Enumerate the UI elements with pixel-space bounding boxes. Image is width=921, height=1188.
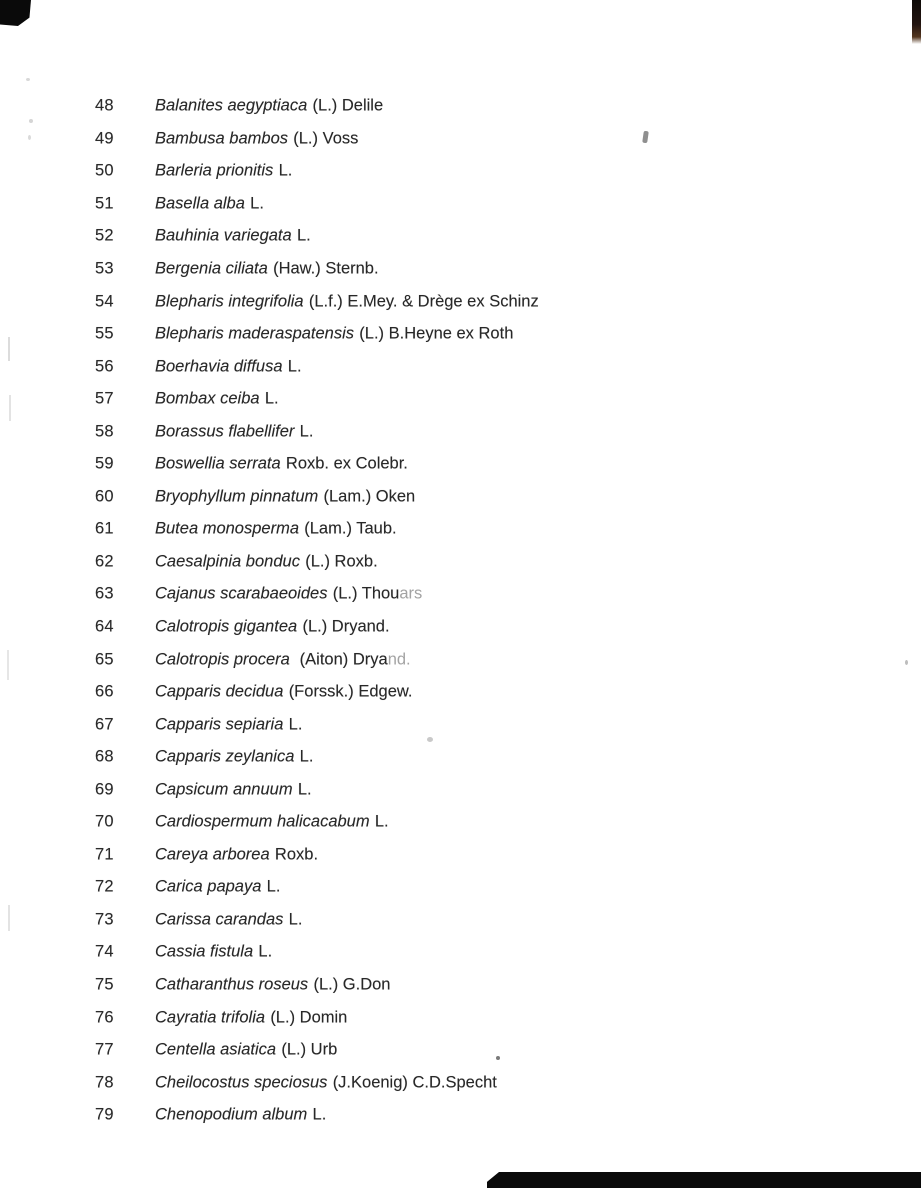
author-citation: L. bbox=[297, 780, 312, 799]
serial-number: 53 bbox=[95, 259, 114, 278]
author-citation: (L.) Urb bbox=[281, 1040, 338, 1059]
species-binomial: Bombax ceiba bbox=[155, 389, 260, 408]
author-citation: (L.) Roxb. bbox=[305, 552, 378, 571]
serial-number: 50 bbox=[95, 161, 114, 180]
species-binomial: Borassus flabellifer bbox=[155, 422, 295, 441]
species-entry bbox=[155, 910, 302, 929]
species-list-item bbox=[0, 481, 921, 514]
species-binomial: Bauhinia variegata bbox=[155, 226, 292, 245]
species-entry bbox=[155, 715, 302, 734]
author-citation: (Forssk.) Edgew. bbox=[288, 682, 413, 701]
author-citation: L. bbox=[266, 877, 281, 896]
scan-artifact-top-left bbox=[0, 0, 31, 26]
species-list-item bbox=[0, 773, 921, 806]
author-citation: (L.) Domin bbox=[270, 1008, 348, 1027]
species-binomial: Cheilocostus speciosus bbox=[155, 1073, 328, 1092]
serial-number: 69 bbox=[95, 780, 114, 799]
species-entry bbox=[155, 390, 279, 409]
serial-number: 48 bbox=[95, 96, 114, 115]
species-entry bbox=[155, 194, 264, 213]
scan-artifact-top-right bbox=[912, 0, 921, 44]
species-list-item bbox=[0, 969, 921, 1002]
serial-number: 59 bbox=[95, 454, 114, 473]
species-binomial: Chenopodium album bbox=[155, 1105, 308, 1124]
species-list-item bbox=[0, 90, 921, 123]
species-binomial: Balanites aegyptiaca bbox=[155, 96, 308, 115]
serial-number: 54 bbox=[95, 292, 114, 311]
species-list-item bbox=[0, 904, 921, 937]
author-citation: L. bbox=[258, 942, 273, 961]
species-entry bbox=[155, 650, 411, 669]
species-entry bbox=[155, 520, 397, 539]
species-binomial: Catharanthus roseus bbox=[155, 975, 309, 994]
author-citation: L. bbox=[299, 422, 314, 441]
serial-number: 71 bbox=[95, 845, 114, 864]
serial-number: 60 bbox=[95, 487, 114, 506]
species-list-item bbox=[0, 220, 921, 253]
author-citation: (Lam.) Taub. bbox=[304, 519, 397, 538]
species-list-item bbox=[0, 123, 921, 156]
serial-number: 65 bbox=[95, 650, 114, 669]
species-binomial: Capparis decidua bbox=[155, 682, 284, 701]
species-entry bbox=[155, 748, 313, 767]
author-citation: L. bbox=[312, 1105, 327, 1124]
species-entry bbox=[155, 618, 390, 637]
species-entry bbox=[155, 129, 358, 148]
species-binomial: Cardiospermum halicacabum bbox=[155, 812, 370, 831]
species-list-item bbox=[0, 513, 921, 546]
species-list-item bbox=[0, 611, 921, 644]
species-binomial: Capparis zeylanica bbox=[155, 747, 295, 766]
species-binomial: Calotropis gigantea bbox=[155, 617, 298, 636]
species-entry bbox=[155, 878, 280, 897]
species-entry bbox=[155, 683, 412, 702]
species-list-item bbox=[0, 1001, 921, 1034]
species-list-item bbox=[0, 1034, 921, 1067]
scan-artifact-bottom bbox=[487, 1172, 921, 1188]
author-citation: (J.Koenig) C.D.Specht bbox=[332, 1073, 497, 1092]
species-list-item bbox=[0, 448, 921, 481]
species-list-item bbox=[0, 188, 921, 221]
species-list-item bbox=[0, 350, 921, 383]
serial-number: 73 bbox=[95, 910, 114, 929]
serial-number: 58 bbox=[95, 422, 114, 441]
author-citation: (L.f.) E.Mey. & Drège ex Schinz bbox=[308, 292, 539, 311]
author-citation: Roxb. bbox=[274, 845, 319, 864]
species-binomial: Bambusa bambos bbox=[155, 129, 288, 148]
serial-number: 79 bbox=[95, 1105, 114, 1124]
species-list-item bbox=[0, 839, 921, 872]
author-citation: L. bbox=[299, 747, 314, 766]
species-binomial: Blepharis maderaspatensis bbox=[155, 324, 355, 343]
author-citation: L. bbox=[374, 812, 389, 831]
species-binomial: Centella asiatica bbox=[155, 1040, 277, 1059]
serial-number: 77 bbox=[95, 1040, 114, 1059]
author-citation: (L.) Dryand. bbox=[302, 617, 390, 636]
species-list-item bbox=[0, 1099, 921, 1132]
species-entry bbox=[155, 260, 379, 279]
author-citation: (L.) Delile bbox=[312, 96, 384, 115]
species-entry bbox=[155, 422, 313, 441]
species-binomial: Butea monosperma bbox=[155, 519, 299, 538]
author-citation: (L.) G.Don bbox=[313, 975, 391, 994]
author-citation: (Lam.) Oken bbox=[323, 487, 416, 506]
author-citation: Roxb. ex Colebr. bbox=[285, 454, 408, 473]
species-binomial: Basella alba bbox=[155, 194, 245, 213]
species-list-item bbox=[0, 936, 921, 969]
species-list-item bbox=[0, 318, 921, 351]
species-list-item bbox=[0, 676, 921, 709]
serial-number: 75 bbox=[95, 975, 114, 994]
species-entry bbox=[155, 1073, 497, 1092]
species-binomial: Barleria prionitis bbox=[155, 161, 274, 180]
species-list-item bbox=[0, 741, 921, 774]
species-entry bbox=[155, 1041, 337, 1060]
author-citation: (Haw.) Sternb. bbox=[273, 259, 379, 278]
species-binomial: Cassia fistula bbox=[155, 942, 254, 961]
species-binomial: Carica papaya bbox=[155, 877, 262, 896]
species-binomial: Carissa carandas bbox=[155, 910, 284, 929]
serial-number: 68 bbox=[95, 747, 114, 766]
species-binomial: Caesalpinia bonduc bbox=[155, 552, 300, 571]
species-binomial: Capparis sepiaria bbox=[155, 715, 284, 734]
serial-number: 62 bbox=[95, 552, 114, 571]
serial-number: 57 bbox=[95, 389, 114, 408]
serial-number: 52 bbox=[95, 226, 114, 245]
species-entry bbox=[155, 325, 513, 344]
serial-number: 56 bbox=[95, 357, 114, 376]
species-entry bbox=[155, 552, 378, 571]
species-list-item bbox=[0, 643, 921, 676]
author-citation: L. bbox=[250, 194, 264, 213]
author-citation: L. bbox=[264, 389, 279, 408]
species-list-item bbox=[0, 383, 921, 416]
serial-number: 64 bbox=[95, 617, 114, 636]
author-citation: (L.) Voss bbox=[293, 129, 359, 148]
species-list-item bbox=[0, 871, 921, 904]
species-binomial: Bryophyllum pinnatum bbox=[155, 487, 319, 506]
species-entry bbox=[155, 487, 415, 506]
serial-number: 76 bbox=[95, 1008, 114, 1027]
species-list-item bbox=[0, 578, 921, 611]
serial-number: 70 bbox=[95, 812, 114, 831]
species-list-item bbox=[0, 253, 921, 286]
species-list-item bbox=[0, 285, 921, 318]
serial-number: 72 bbox=[95, 877, 114, 896]
author-citation-faded: nd. bbox=[387, 650, 411, 669]
species-list-item bbox=[0, 546, 921, 579]
species-entry bbox=[155, 292, 539, 311]
species-list-item bbox=[0, 155, 921, 188]
species-binomial: Careya arborea bbox=[155, 845, 270, 864]
species-entry bbox=[155, 97, 383, 116]
serial-number: 61 bbox=[95, 519, 114, 538]
species-entry bbox=[155, 585, 422, 604]
serial-number: 67 bbox=[95, 715, 114, 734]
species-entry bbox=[155, 227, 311, 246]
species-entry bbox=[155, 455, 408, 474]
species-binomial: Cayratia trifolia bbox=[155, 1008, 266, 1027]
species-entry bbox=[155, 162, 292, 181]
author-citation: L. bbox=[288, 910, 303, 929]
species-list-item bbox=[0, 415, 921, 448]
species-entry bbox=[155, 357, 302, 376]
serial-number: 66 bbox=[95, 682, 114, 701]
species-binomial: Capsicum annuum bbox=[155, 780, 293, 799]
author-citation: (L.) B.Heyne ex Roth bbox=[359, 324, 514, 343]
species-list-item bbox=[0, 1066, 921, 1099]
species-binomial: Boerhavia diffusa bbox=[155, 357, 283, 376]
species-entry bbox=[155, 813, 389, 832]
species-binomial: Cajanus scarabaeoides bbox=[155, 584, 328, 603]
author-citation: L. bbox=[288, 715, 303, 734]
species-entry bbox=[155, 845, 318, 864]
scan-edge-smudge bbox=[26, 78, 30, 81]
species-binomial: Bergenia ciliata bbox=[155, 259, 268, 278]
species-entry bbox=[155, 976, 390, 995]
serial-number: 49 bbox=[95, 129, 114, 148]
author-citation: L. bbox=[287, 357, 302, 376]
species-binomial: Boswellia serrata bbox=[155, 454, 281, 473]
author-citation: L. bbox=[278, 161, 293, 180]
serial-number: 74 bbox=[95, 942, 114, 961]
species-list-item bbox=[0, 806, 921, 839]
species-list-item bbox=[0, 708, 921, 741]
author-citation-faded: ars bbox=[399, 584, 423, 603]
species-entry bbox=[155, 780, 312, 799]
serial-number: 63 bbox=[95, 584, 114, 603]
serial-number: 55 bbox=[95, 324, 114, 343]
serial-number: 51 bbox=[95, 194, 114, 213]
species-binomial: Blepharis integrifolia bbox=[155, 292, 304, 311]
species-entry bbox=[155, 1008, 347, 1027]
species-list bbox=[0, 90, 921, 1132]
serial-number: 78 bbox=[95, 1073, 114, 1092]
species-binomial: Calotropis procera bbox=[155, 650, 290, 669]
author-citation: (Aiton) Drya bbox=[295, 650, 388, 669]
author-citation: (L.) Thou bbox=[332, 584, 400, 603]
species-entry bbox=[155, 943, 272, 962]
author-citation: L. bbox=[296, 226, 311, 245]
species-entry bbox=[155, 1106, 326, 1125]
